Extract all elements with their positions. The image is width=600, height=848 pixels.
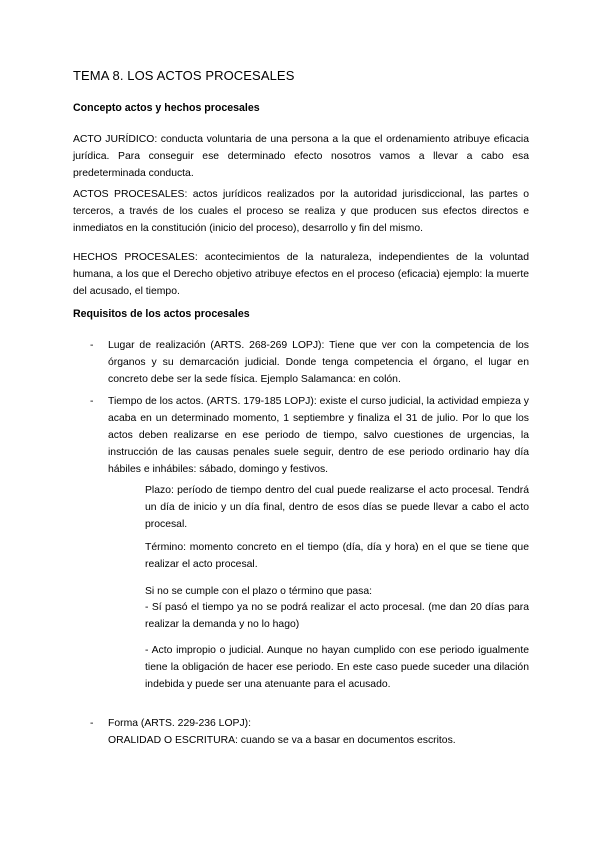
paragraph-acto-juridico: ACTO JURÍDICO: conducta voluntaria de una persona a la que el ordenamiento atribuye eficacia jurídica. Para conseguir ese determinado efecto nosotros vamos a llevar a cabo esa predeterminada conducta. [73, 134, 529, 179]
page-title: TEMA 8. LOS ACTOS PROCESALES [73, 68, 295, 83]
paragraph-hechos-procesales: HECHOS PROCESALES: acontecimientos de la naturaleza, independientes de la voluntad humana, a los que el Derecho objetivo atribuye efectos en el proceso (eficacia) ejemplo: la muerte del acusado, el tiempo. [73, 252, 529, 297]
paragraph-no-cumple: Si no se cumple con el plazo o término que pasa: [145, 586, 372, 597]
paragraph-si-paso: - Sí pasó el tiempo ya no se podrá realizar el acto procesal. (me dan 20 días para realizar la demanda y no lo hago) [145, 602, 529, 630]
list-item-lugar: Lugar de realización (ARTS. 268-269 LOPJ): Tiene que ver con la competencia de los órganos y su demarcación judicial. Donde tenga competencia el órgano, el lugar en concreto debe ser la sede física. Ejemplo Salamanca: en colón. [108, 340, 529, 385]
section-heading-requisitos: Requisitos de los actos procesales [73, 308, 250, 320]
section-heading-concepto: Concepto actos y hechos procesales [73, 102, 260, 114]
paragraph-termino: Término: momento concreto en el tiempo (día, día y hora) en el que se tiene que realizar el acto procesal. [145, 542, 529, 570]
list-bullet: - [90, 340, 94, 351]
paragraph-actos-procesales: ACTOS PROCESALES: actos jurídicos realizados por la autoridad jurisdiccional, las partes o terceros, a través de los cuales el proceso se realiza y que producen sus efectos directos e inmediatos en la constitución (inicio del proceso), desarrollo y fin del mismo. [73, 189, 529, 234]
list-item-tiempo: Tiempo de los actos. (ARTS. 179-185 LOPJ): existe el curso judicial, la actividad empieza y acaba en un determinado momento, 1 septiembre y finaliza el 31 de julio. Por lo que los actos deben realizarse en ese periodo de tiempo, salvo cuestiones de urgencias, la instrucción de las causas penales suele seguir, dentro de ese periodo ordinario hay día hábiles e inhábiles: sábado, domingo y festivos. [108, 396, 529, 475]
forma-line-1: Forma (ARTS. 229-236 LOPJ): [108, 718, 252, 729]
list-bullet: - [90, 718, 94, 729]
paragraph-plazo: Plazo: período de tiempo dentro del cual puede realizarse el acto procesal. Tendrá un día de inicio y un día final, dentro de esos días se puede llevar a cabo el acto procesal. [145, 485, 529, 530]
list-bullet: - [90, 396, 94, 407]
forma-line-2: ORALIDAD O ESCRITURA: cuando se va a basar en documentos escritos. [108, 735, 456, 746]
paragraph-acto-impropio: - Acto impropio o judicial. Aunque no hayan cumplido con ese periodo igualmente tiene la obligación de hacer ese periodo. En este caso puede suceder una dilación indebida y puede ser una atenuante para el acusado. [145, 645, 529, 690]
list-item-forma [108, 715, 529, 749]
